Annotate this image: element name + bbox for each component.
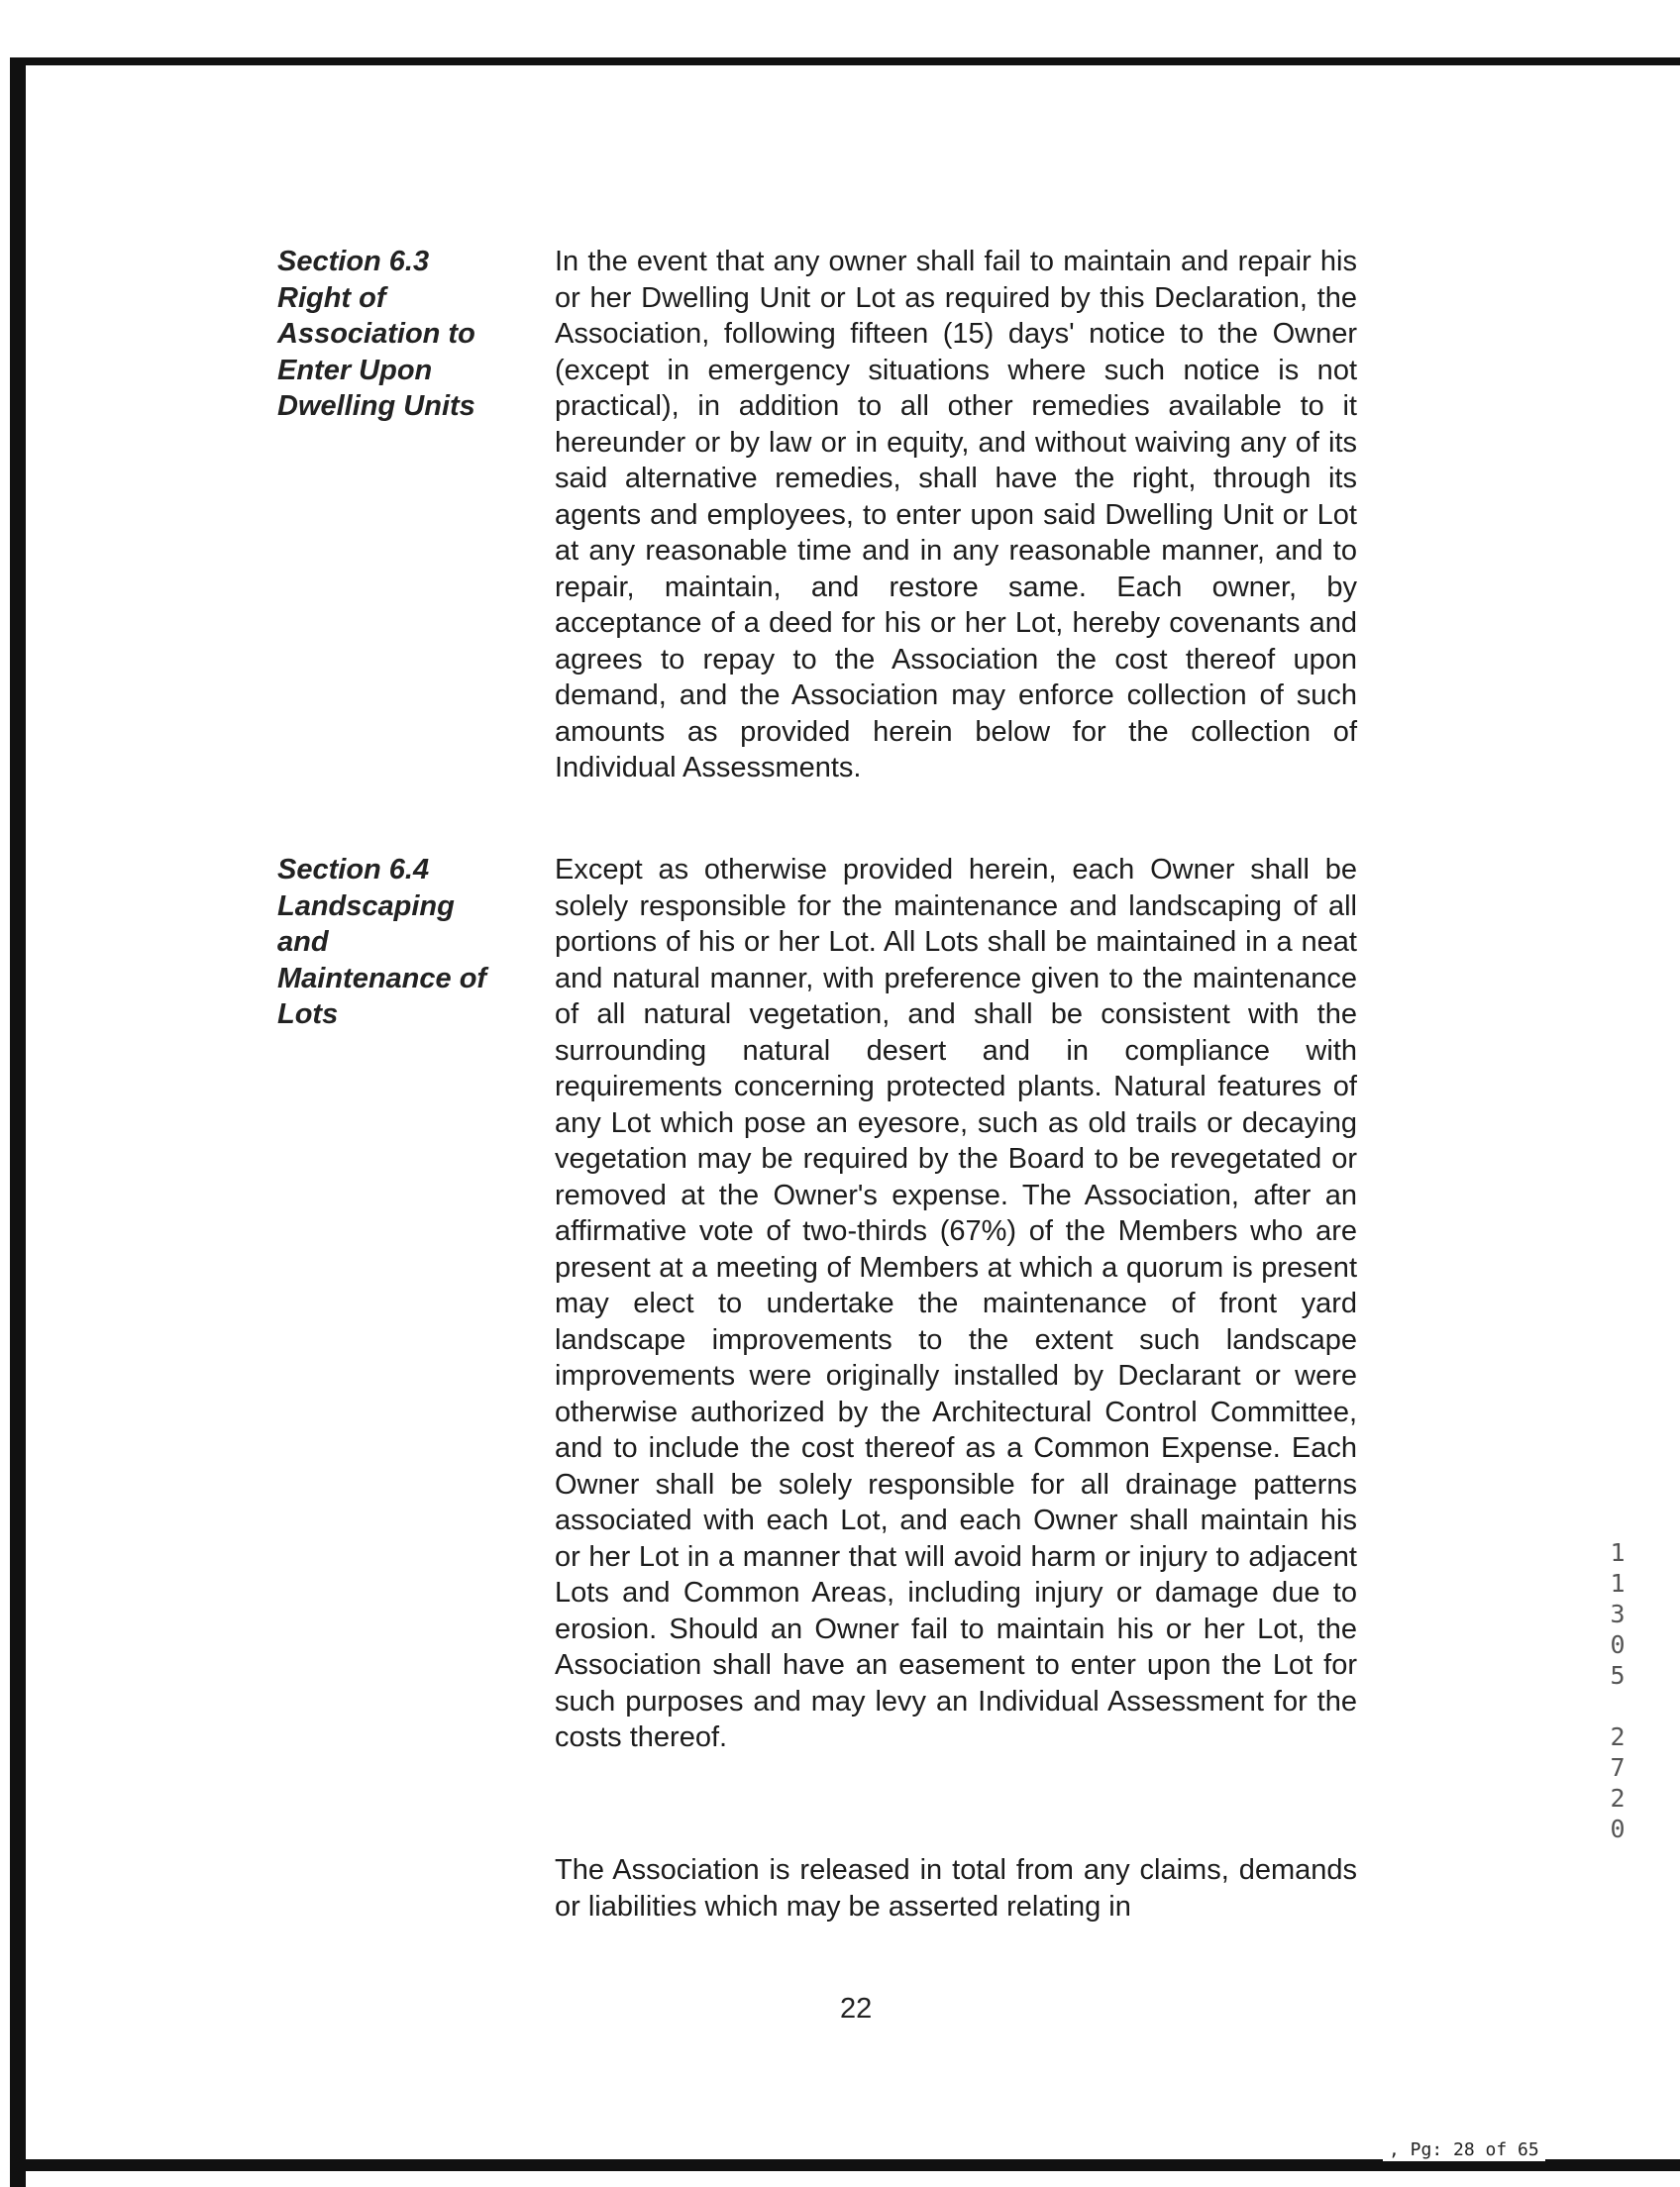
section-heading bbox=[277, 852, 535, 1033]
section-body: In the event that any owner shall fail to maintain and repair his or her Dwelling Unit or Lot as required by this Declaration, the Association, following fifteen (15) days' notice to the Owner (except in emergency situations where such notice is not practical), in addition to all other remedies available to it hereunder or by law or in equity, and without waiving any of its said alternative remedies, shall have the right, through its agents and employees, to enter upon said Dwelling Unit or Lot at any reasonable time and in any reasonable manner, and to repair, maintain, and restore same. Each owner, by acceptance of a deed for his or her Lot, hereby covenants and agrees to repay to the Association the cost thereof upon demand, and the Association may enforce collection of such amounts as provided herein below for the collection of Individual Assessments. bbox=[555, 246, 1357, 783]
heading-line: Landscaping bbox=[277, 889, 455, 922]
heading-line: Maintenance of bbox=[277, 962, 487, 994]
heading-line: Right of bbox=[277, 281, 386, 314]
scan-border-left bbox=[10, 57, 26, 2187]
page-number: 22 bbox=[840, 1993, 873, 2025]
heading-line: Section 6.3 bbox=[277, 246, 430, 277]
heading-line: Lots bbox=[277, 998, 339, 1030]
section-body: Except as otherwise provided herein, each Owner shall be solely responsible for the maintenance and landscaping of all portions of his or her Lot. All Lots shall be maintained in a neat and natural manner, with preference given to the maintenance of all natural vegetation, and shall be consistent with the surrounding natural desert and in compliance with requirements concerning protected plants. Natural features of any Lot which pose an eyesore, such as old trails or decaying vegetation may be required by the Board to be revegetated or removed at the Owner's expense. The Association, after an affirmative vote of two-thirds (67%) of the Members who are present at a meeting of Members at which a quorum is present may elect to undertake the maintenance of front yard landscape improvements to the extent such landscape improvements were originally installed by Declarant or were otherwise authorized by the Architectural Control Committee, and to include the cost thereof as a Common Expense. Each Owner shall be solely responsible for all drainage patterns associated with each Lot, and each Owner shall maintain his or her Lot in a manner that will avoid harm or injury to adjacent Lots and Common Areas, including injury or damage due to erosion. Should an Owner fail to maintain his or her Lot, the Association shall have an easement to enter upon the Lot for such purposes and may levy an Individual Assessment for the costs thereof. bbox=[555, 854, 1357, 1753]
heading-line: Enter Upon bbox=[277, 354, 433, 386]
section-heading bbox=[277, 244, 535, 425]
scan-border-top bbox=[10, 57, 1680, 65]
continuation-paragraph: The Association is released in total from any claims, demands or liabilities which may be asserted relating in bbox=[555, 1854, 1357, 1923]
heading-line: Section 6.4 bbox=[277, 854, 430, 885]
recording-stamp: 1 1 3 0 5 2 7 2 0 bbox=[1610, 1538, 1626, 1843]
heading-line: Association to bbox=[277, 318, 475, 350]
page-count-label: , Pg: 28 of 65 bbox=[1383, 2139, 1545, 2161]
heading-line: Dwelling Units bbox=[277, 390, 475, 422]
heading-line: and bbox=[277, 926, 329, 958]
